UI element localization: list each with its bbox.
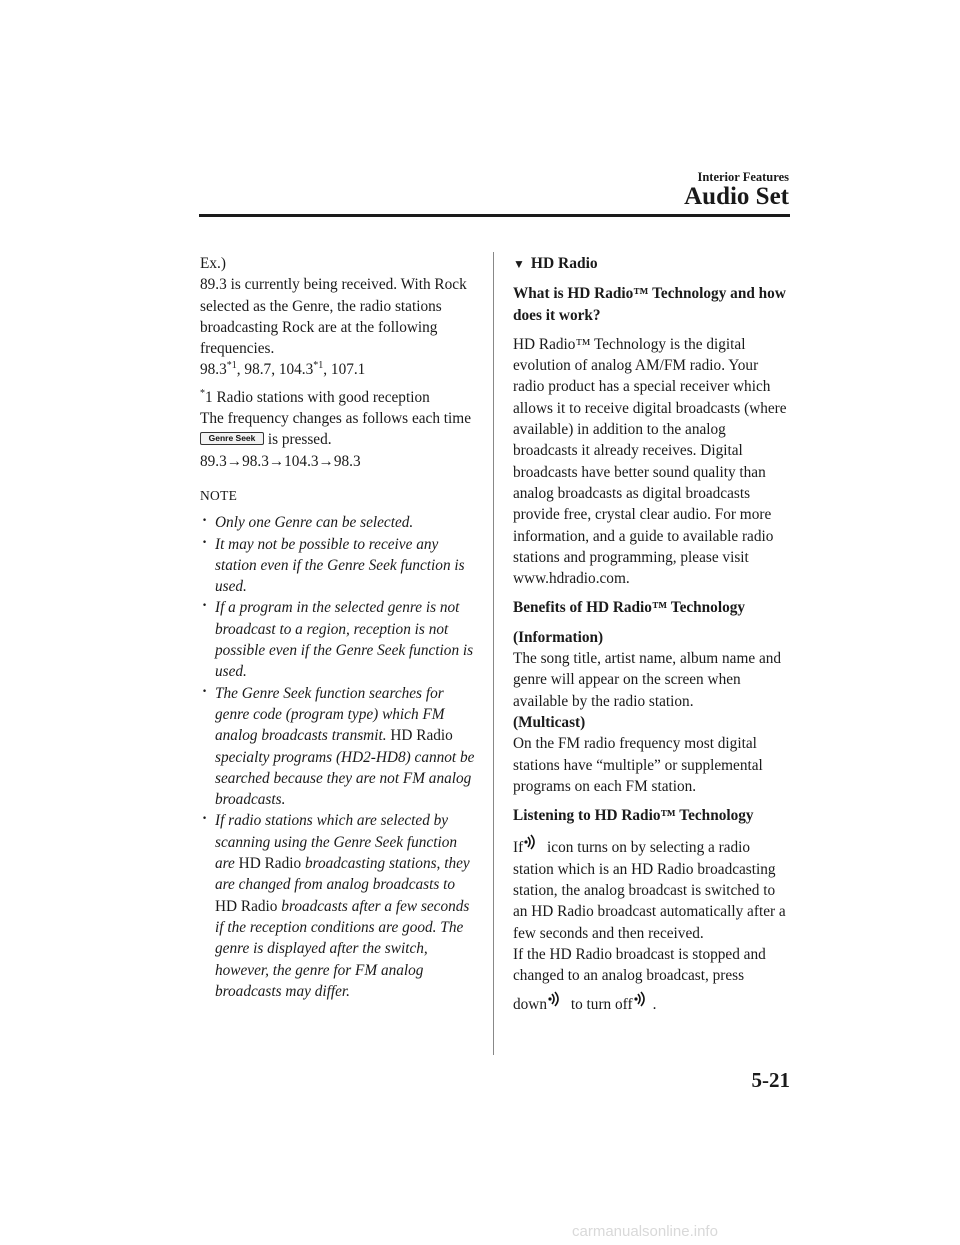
freq-sup-2: *1 xyxy=(313,360,324,372)
note-label: NOTE xyxy=(200,487,238,503)
note-4b: HD Radio xyxy=(390,727,453,745)
triangle-marker-icon: ▼ xyxy=(513,257,525,271)
information-text: The song title, artist name, album name and genre will appear on the screen when available by the radio station. xyxy=(513,650,782,710)
change-text-a: The frequency changes as follows each time xyxy=(200,410,471,428)
note-item: · Only one Genre can be selected. xyxy=(200,512,480,533)
hd-radio-icon xyxy=(547,991,565,1013)
header-rule xyxy=(199,214,790,217)
question-heading: What is HD Radio™ Technology and how does it work? xyxy=(513,285,786,324)
listening-heading: Listening to HD Radio™ Technology xyxy=(513,807,754,825)
freq-sup-1: *1 xyxy=(226,360,237,372)
multicast-heading: (Multicast) xyxy=(513,713,586,731)
hd-radio-icon xyxy=(633,991,651,1013)
freq-c: , 107.1 xyxy=(323,361,366,379)
footnote-text: 1 Radio stations with good reception xyxy=(205,388,430,406)
frequency-sequence: 89.3→98.3→104.3→98.3 xyxy=(200,452,361,470)
turn-off-c: . xyxy=(652,995,657,1013)
section-title: Interior Features xyxy=(697,170,789,184)
left-column xyxy=(200,253,480,1002)
footnote-mark: * xyxy=(200,387,205,399)
listening-text xyxy=(513,834,793,943)
section-heading-text: HD Radio xyxy=(530,255,598,272)
change-text-b: is pressed. xyxy=(264,431,332,449)
hd-radio-icon xyxy=(523,834,541,856)
footnote xyxy=(200,387,480,408)
note-4c: specialty programs (HD2-HD8) cannot be searched because they are not FM analog broadcasts. xyxy=(215,748,475,809)
note-5b: HD Radio xyxy=(238,855,302,873)
right-column xyxy=(513,253,793,1015)
freq-a: 98.3 xyxy=(200,361,227,379)
note-5a: If radio stations which are selected by scanning using the Genre Seek function are xyxy=(215,812,458,873)
page-number: 5-21 xyxy=(751,1068,790,1092)
information-heading: (Information) xyxy=(513,628,604,646)
watermark: carmanualsonline.info xyxy=(572,1223,718,1240)
note-item: · If a program in the selected genre is not broadcast to a region, reception is not possible even if the Genre Seek function is used. xyxy=(200,597,480,682)
frequency-list xyxy=(200,359,480,380)
note-item: · It may not be possible to receive any station even if the Genre Seek function is used. xyxy=(200,534,480,598)
turn-off-a: down xyxy=(513,995,547,1013)
benefits-heading: Benefits of HD Radio™ Technology xyxy=(513,599,746,617)
change-text xyxy=(200,408,480,451)
genre-seek-button-icon: Genre Seek xyxy=(200,432,264,445)
stop-text: If the HD Radio broadcast is stopped and changed to an analog broadcast, press xyxy=(513,945,766,985)
note-4a: The Genre Seek function searches for genre code (program type) which FM analog broadcasts transmit. xyxy=(215,684,445,745)
note-item xyxy=(200,810,480,1002)
example-text: 89.3 is currently being received. With Rock selected as the Genre, the radio stations broadcasting Rock are at the following frequencies. xyxy=(200,276,467,358)
example-label: Ex.) xyxy=(200,255,226,272)
turn-off-b: to turn off xyxy=(567,995,633,1013)
intro-text: HD Radio™ Technology is the digital evolution of analog AM/FM radio. Your radio product has a special receiver which allows it to receive digital broadcasts (where available) in addition to the analog broadcasts it already receives. Digital broadcasts have better sound quality than analog broadcasts as digital broadcasts provide free, crystal clear audio. For more information, and a guide to available radio stations and programming, please visit www.hdradio.com. xyxy=(513,335,787,588)
note-list xyxy=(200,512,480,1002)
listening-text-b: icon turns on by selecting a radio station which is an HD Radio broadcasting station, the analog broadcast is switched to an HD Radio broadcast automatically after a few seconds and then received. xyxy=(513,839,786,942)
column-divider xyxy=(493,252,494,1055)
freq-b: , 98.7, 104.3 xyxy=(236,361,314,379)
note-item xyxy=(200,683,480,811)
page-title: Audio Set xyxy=(684,183,789,210)
turn-off-text xyxy=(513,991,793,1015)
multicast-text: On the FM radio frequency most digital stations have “multiple” or supplemental programs on each FM station. xyxy=(513,735,763,795)
note-5c: broadcasting stations, they are changed from analog broadcasts to xyxy=(215,855,470,894)
note-5d: HD Radio xyxy=(215,897,278,915)
listening-text-a: If xyxy=(513,839,524,857)
section-heading xyxy=(513,253,793,275)
note-5e: broadcasts after a few seconds if the reception conditions are good. The genre is displayed after the switch, however, the genre for FM analog broadcasts may differ. xyxy=(215,897,470,1000)
